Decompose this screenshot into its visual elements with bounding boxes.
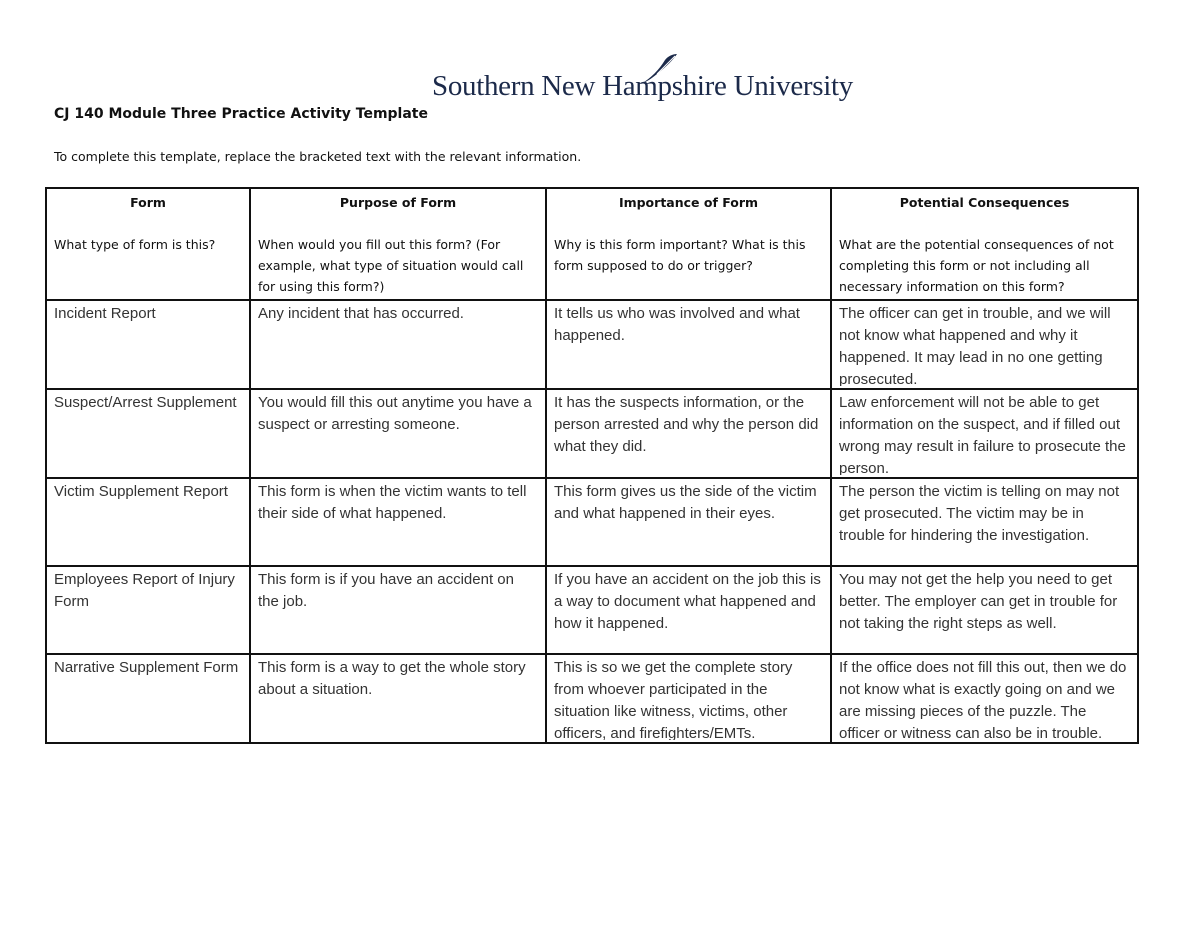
cell-text: Suspect/Arrest Supplement [54,394,237,411]
column-prompt: What type of form is this? [54,237,216,252]
table-cell [250,300,546,389]
column-title: Purpose of Form [339,195,457,210]
cell-text: This form gives us the side of the victim and what happened in their eyes. [554,483,817,522]
cell-text: You may not get the help you need to get better. The employer can get in trouble for not taking the right steps as well. [839,571,1118,632]
table-cell [250,389,546,478]
table-row [46,478,1138,566]
table-cell [831,389,1138,478]
table-cell [831,566,1138,654]
cell-text: The person the victim is telling on may not get prosecuted. The victim may be in trouble for hindering the investigation. [839,483,1120,544]
cell-text: Victim Supplement Report [54,483,228,500]
column-header [250,188,546,300]
cell-text: This form is if you have an accident on the job. [258,571,514,610]
table-cell [831,300,1138,389]
table-cell [831,654,1138,743]
table-cell [250,566,546,654]
table-cell [546,389,831,478]
logo-text: Southern New Hampshire University [432,70,853,102]
forms-table [45,187,1139,744]
table-cell [546,478,831,566]
page-title: CJ 140 Module Three Practice Activity Template [54,106,428,122]
table-row [46,389,1138,478]
column-title: Potential Consequences [899,195,1070,210]
column-title: Form [130,195,166,210]
cell-text: It tells us who was involved and what happened. [554,305,800,344]
instructions-text: To complete this template, replace the bracketed text with the relevant information. [54,149,582,164]
table-cell [831,478,1138,566]
cell-text: This is so we get the complete story from whoever participated in the situation like witness, victims, other officers, and firefighters/EMTs. [554,659,793,740]
table-header-row [46,188,1138,300]
cell-text: This form is a way to get the whole story about a situation. [258,659,526,698]
table-cell [546,300,831,389]
column-header [831,188,1138,300]
cell-text: Law enforcement will not be able to get information on the suspect, and if filled out wrong may result in failure to prosecute the person. [839,394,1126,475]
column-prompt: When would you fill out this form? (For example, what type of situation would call for using this form?) [258,237,524,294]
table-cell [250,654,546,743]
table-cell [546,566,831,654]
column-title: Importance of Form [618,195,759,210]
table-cell [546,654,831,743]
cell-text: The officer can get in trouble, and we will not know what happened and why it happened. It may lead in no one getting prosecuted. [839,305,1111,386]
table-cell [46,566,250,654]
cell-text: Employees Report of Injury Form [54,571,235,610]
university-logo [432,52,853,108]
table-cell [46,654,250,743]
cell-text: Incident Report [54,305,156,322]
cell-text: It has the suspects information, or the person arrested and why the person did what they did. [554,394,819,455]
column-prompt: What are the potential consequences of not completing this form or not including all necessary information on this form? [839,237,1114,294]
column-prompt: Why is this form important? What is this form supposed to do or trigger? [554,237,806,273]
cell-text: You would fill this out anytime you have a suspect or arresting someone. [258,394,532,433]
table-row [46,654,1138,743]
table-cell [46,389,250,478]
table-row [46,300,1138,389]
cell-text: If the office does not fill this out, then we do not know what is exactly going on and we are missing pieces of the puzzle. The officer or witness can also be in trouble. [839,659,1127,740]
cell-text: This form is when the victim wants to tell their side of what happened. [258,483,527,522]
cell-text: Any incident that has occurred. [258,305,464,322]
column-header [46,188,250,300]
table-cell [46,300,250,389]
table-cell [46,478,250,566]
table-row [46,566,1138,654]
table-cell [250,478,546,566]
cell-text: Narrative Supplement Form [54,659,239,676]
cell-text: If you have an accident on the job this is a way to document what happened and how it happened. [554,571,821,632]
column-header [546,188,831,300]
